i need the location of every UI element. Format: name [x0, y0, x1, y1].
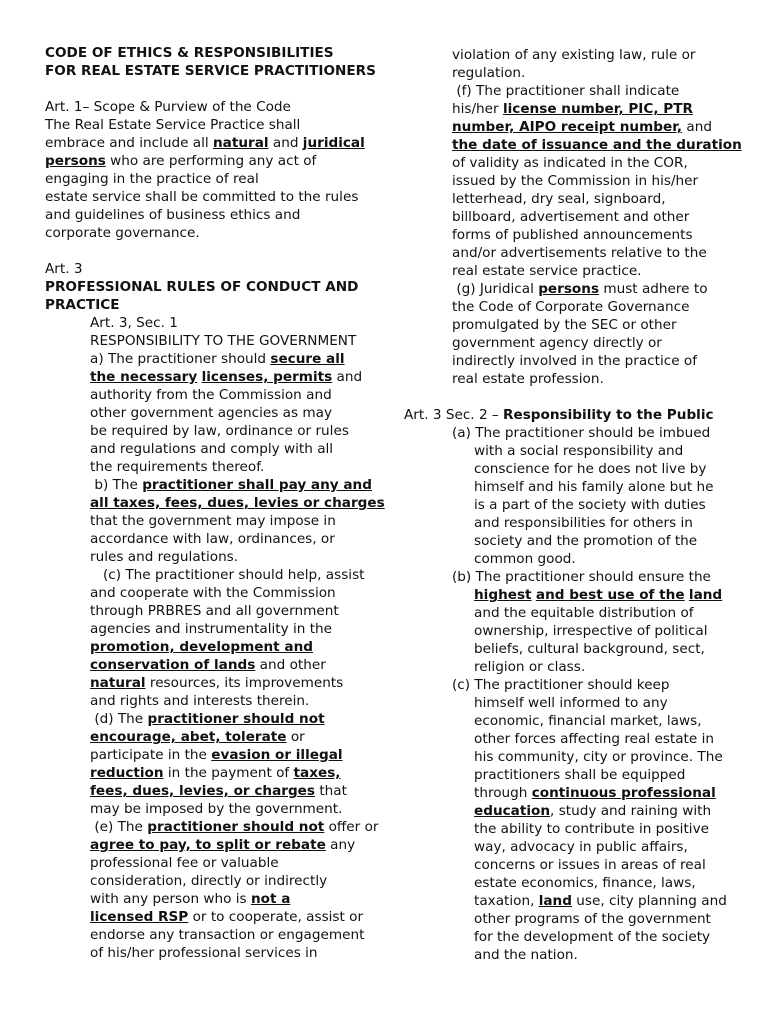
sec1-continued-line: real estate service practice.: [452, 263, 642, 279]
art3-sec1-heading: Art. 3, Sec. 1: [90, 315, 178, 331]
art3-text-line: be required by law, ordinance or rules: [90, 423, 349, 439]
art3-text-line: natural resources, its improvements: [90, 675, 344, 691]
sec2-text-line: other programs of the government: [474, 911, 711, 927]
art3-text-line: and regulations and comply with all: [90, 441, 334, 457]
sec1-continued-line: issued by the Commission in his/her: [452, 173, 699, 189]
sec1-continued-line: (g) Juridical persons must adhere to: [452, 281, 708, 297]
art3-text-line: through PRBRES and all government: [90, 603, 339, 619]
art3-text-line: fees, dues, levies, or charges that: [90, 783, 347, 799]
sec2-text-line: education, study and raining with: [474, 803, 712, 819]
art1-text-line: and guidelines of business ethics and: [45, 207, 301, 223]
art3-text-line: reduction in the payment of taxes,: [90, 765, 341, 781]
art3-sec1-body: [45, 350, 385, 962]
sec2-text-line: for the development of the society: [474, 929, 711, 945]
art3-text-line: a) The practitioner should secure all: [90, 351, 345, 367]
sec2-text-line: practitioners shall be equipped: [474, 767, 686, 783]
art3-text-line: promotion, development and: [90, 639, 313, 655]
sec1-continued-body: [404, 46, 742, 388]
sec2-text-line: with a social responsibility and: [474, 443, 684, 459]
sec2-heading-prefix: Art. 3 Sec. 2 –: [404, 407, 504, 423]
art3-text-line: agree to pay, to split or rebate any: [90, 837, 356, 853]
sec2-text-line: other forces affecting real estate in: [474, 731, 714, 747]
art3-text-line: with any person who is not a: [90, 891, 291, 907]
art3-text-line: the requirements thereof.: [90, 459, 265, 475]
sec1-continued-line: (f) The practitioner shall indicate: [452, 83, 680, 99]
art3-text-line: (c) The practitioner should help, assist: [90, 567, 365, 583]
sec1-continued-line: billboard, advertisement and other: [452, 209, 690, 225]
art1-text-line: persons who are performing any act of: [45, 153, 317, 169]
sec2-text-line: and the nation.: [474, 947, 578, 963]
sec2-text-line: estate economics, finance, laws,: [474, 875, 696, 891]
sec2-text-line: common good.: [474, 551, 576, 567]
art1-text-line: corporate governance.: [45, 225, 200, 241]
art3-text-line: that the government may impose in: [90, 513, 336, 529]
sec2-text-line: religion or class.: [474, 659, 586, 675]
sec2-heading: [404, 406, 742, 424]
sec1-continued-line: the date of issuance and the duration: [452, 137, 742, 153]
sec2-text-line: society and the promotion of the: [474, 533, 698, 549]
art3-heading: Art. 3: [45, 261, 83, 277]
art3-text-line: and rights and interests therein.: [90, 693, 310, 709]
sec2-text-line: way, advocacy in public affairs,: [474, 839, 688, 855]
art3-text-line: participate in the evasion or illegal: [90, 747, 343, 763]
art3-text-line: and cooperate with the Commission: [90, 585, 336, 601]
sec1-continued-line: government agency directly or: [452, 335, 662, 351]
sec2-text-line: (a) The practitioner should be imbued: [452, 425, 711, 441]
sec1-continued-line: number, AIPO receipt number, and: [452, 119, 712, 135]
right-column: [404, 46, 742, 964]
sec1-continued-line: promulgated by the SEC or other: [452, 317, 677, 333]
art3-title: PROFESSIONAL RULES OF CONDUCT AND: [45, 279, 359, 295]
art3-text-line: all taxes, fees, dues, levies or charges: [90, 495, 385, 511]
sec1-continued-line: letterhead, dry seal, signboard,: [452, 191, 666, 207]
sec2-text-line: economic, financial market, laws,: [474, 713, 702, 729]
art3-text-line: accordance with law, ordinances, or: [90, 531, 335, 547]
art3-text-line: (d) The practitioner should not: [90, 711, 325, 727]
sec1-continued-line: regulation.: [452, 65, 526, 81]
art1-body: [45, 116, 375, 242]
art3-text-line: licensed RSP or to cooperate, assist or: [90, 909, 364, 925]
art3-text-line: other government agencies as may: [90, 405, 333, 421]
art3-text-line: consideration, directly or indirectly: [90, 873, 328, 889]
sec2-text-line: highest and best use of the land: [474, 587, 723, 603]
art3-text-line: the necessary licenses, permits and: [90, 369, 363, 385]
sec2-text-line: and the equitable distribution of: [474, 605, 694, 621]
sec2-text-line: himself and his family alone but he: [474, 479, 714, 495]
document-title: FOR REAL ESTATE SERVICE PRACTITIONERS: [45, 63, 376, 79]
left-column: [45, 44, 385, 962]
art3-text-line: b) The practitioner shall pay any and: [90, 477, 372, 493]
sec2-body: [404, 424, 742, 964]
art3-text-line: encourage, abet, tolerate or: [90, 729, 305, 745]
sec2-text-line: himself well informed to any: [474, 695, 668, 711]
sec1-continued-line: forms of published announcements: [452, 227, 693, 243]
art1-heading: Art. 1– Scope & Purview of the Code: [45, 99, 291, 115]
sec1-continued-line: his/her license number, PIC, PTR: [452, 101, 693, 117]
sec2-text-line: is a part of the society with duties: [474, 497, 706, 513]
sec1-continued-line: of validity as indicated in the COR,: [452, 155, 688, 171]
art3-text-line: agencies and instrumentality in the: [90, 621, 333, 637]
art3-text-line: of his/her professional services in: [90, 945, 318, 961]
sec2-text-line: conscience for he does not live by: [474, 461, 707, 477]
sec2-text-line: (c) The practitioner should keep: [452, 677, 670, 693]
art3-text-line: conservation of lands and other: [90, 657, 326, 673]
art1-text-line: embrace and include all natural and juridical: [45, 135, 365, 151]
art1-text-line: engaging in the practice of real: [45, 171, 259, 187]
art1-text-line: estate service shall be committed to the rules: [45, 189, 359, 205]
sec1-continued-line: indirectly involved in the practice of: [452, 353, 698, 369]
art3-text-line: endorse any transaction or engagement: [90, 927, 365, 943]
sec2-heading-title: Responsibility to the Public: [503, 407, 714, 423]
sec2-text-line: ownership, irrespective of political: [474, 623, 708, 639]
sec2-text-line: his community, city or province. The: [474, 749, 723, 765]
sec2-text-line: (b) The practitioner should ensure the: [452, 569, 711, 585]
sec1-continued-line: violation of any existing law, rule or: [452, 47, 696, 63]
art3-text-line: professional fee or valuable: [90, 855, 279, 871]
sec2-text-line: and responsibilities for others in: [474, 515, 693, 531]
document-title: CODE OF ETHICS & RESPONSIBILITIES: [45, 45, 334, 61]
sec2-text-line: through continuous professional: [474, 785, 716, 801]
art3-title: PRACTICE: [45, 297, 120, 313]
sec2-text-line: the ability to contribute in positive: [474, 821, 709, 837]
sec1-continued-line: the Code of Corporate Governance: [452, 299, 690, 315]
art3-text-line: authority from the Commission and: [90, 387, 332, 403]
sec1-continued-line: real estate profession.: [452, 371, 604, 387]
art3-text-line: (e) The practitioner should not offer or: [90, 819, 379, 835]
sec2-text-line: concerns or issues in areas of real: [474, 857, 706, 873]
sec1-continued-line: and/or advertisements relative to the: [452, 245, 707, 261]
art3-text-line: may be imposed by the government.: [90, 801, 343, 817]
art1-text-line: The Real Estate Service Practice shall: [45, 117, 301, 133]
sec2-text-line: taxation, land use, city planning and: [474, 893, 727, 909]
art3-sec1-title: RESPONSIBILITY TO THE GOVERNMENT: [90, 333, 357, 349]
art3-text-line: rules and regulations.: [90, 549, 239, 565]
sec2-text-line: beliefs, cultural background, sect,: [474, 641, 705, 657]
